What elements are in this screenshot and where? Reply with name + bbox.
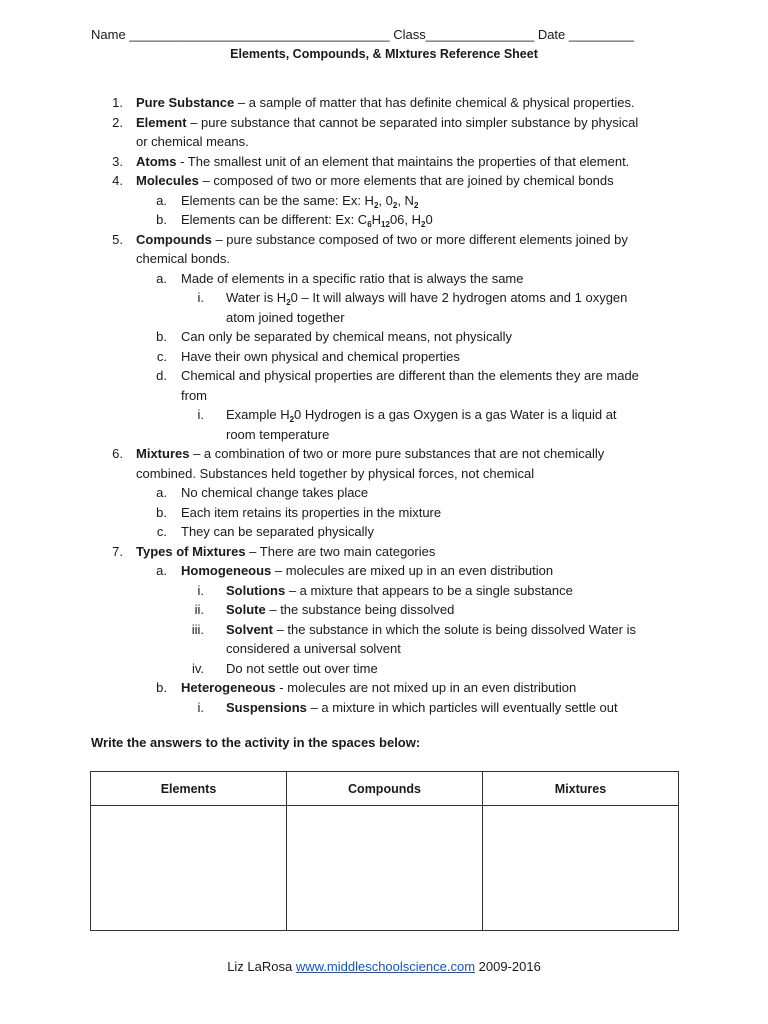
sub-sub-item: i. Water is $H_20$ – It will always will have 2 hydrogen atoms and 1 oxygen <box>0 288 768 308</box>
elements-answer-cell[interactable] <box>91 806 287 931</box>
list-item-continuation <box>0 249 768 269</box>
list-item <box>0 113 768 133</box>
sub-sub-item: ii. Solute – the substance being dissolved <box>0 600 768 620</box>
definition: – a sample of matter that has definite chemical & physical properties. <box>234 95 635 110</box>
list-item <box>0 93 768 113</box>
name-blank: ____________________________________ <box>129 27 390 42</box>
term: Mixtures <box>136 446 190 461</box>
definition: – a combination of two or more pure substances that are not chemically <box>189 446 605 461</box>
sub-item-letter: c. <box>156 348 167 364</box>
roman-numeral: i. <box>197 290 204 305</box>
sub-item-continuation: from <box>181 387 207 403</box>
sub-item: b. Each item retains its properties in the mixture <box>0 503 768 523</box>
item-number: 3. <box>112 153 123 169</box>
sub-item-letter: a. <box>156 192 167 208</box>
definition: combined. Substances held together by physical forces, not chemical <box>136 465 535 481</box>
sub-item: a. Elements can be the same: Ex: $H_2$, $0_2$, $N_2$ <box>0 191 768 211</box>
footer-author: Liz LaRosa <box>227 959 296 974</box>
website-link[interactable]: www.middleschoolscience.com <box>295 959 476 974</box>
definition: or chemical means. <box>136 134 249 149</box>
header-line <box>91 27 681 42</box>
definition: chemical bonds. <box>136 251 230 266</box>
item-number: 4. <box>112 173 123 188</box>
sub-item: d. Chemical and physical properties are different than the elements they are made <box>0 366 768 386</box>
sub-item: a. No chemical change takes place <box>0 483 768 503</box>
item-number: 2. <box>112 114 123 130</box>
compounds-answer-cell[interactable] <box>287 806 483 931</box>
definition: – composed of two or more elements that are joined by chemical bonds <box>198 173 614 188</box>
class-blank: _______________ <box>425 27 535 42</box>
sub-item-letter: d. <box>156 368 167 383</box>
list-item <box>0 152 768 172</box>
sub-sub-item-continuation: considered a universal solvent <box>226 641 401 656</box>
date-label: Date <box>537 27 566 42</box>
page-title: Elements, Compounds, & MIxtures Reference Sheet <box>230 47 538 61</box>
sub-item-letter: c. <box>156 524 167 539</box>
item-number: 6. <box>112 446 123 461</box>
definition: – pure substance that cannot be separated into simpler substance by physical <box>186 114 639 130</box>
column-header-mixtures: Mixtures <box>483 772 679 806</box>
sub-sub-item: i. Example $H_20$ Hydrogen is a gas Oxygen is a gas Water is a liquid at <box>0 405 768 425</box>
sub-sub-item: i. Solutions – a mixture that appears to be a single substance <box>0 581 768 601</box>
sub-item: b. Elements can be different: Ex: $C_6H_{12}06$, $H_20$ <box>0 210 768 230</box>
footer <box>0 959 768 974</box>
term: Compounds <box>136 231 212 247</box>
list-item-continuation <box>0 132 768 152</box>
sub-item: b. Can only be separated by chemical means, not physically <box>0 327 768 347</box>
table-header-row <box>91 772 679 806</box>
sub-sub-item: i. Suspensions – a mixture in which particles will eventually settle out <box>0 698 768 718</box>
mixtures-answer-cell[interactable] <box>483 806 679 931</box>
definition: - The smallest unit of an element that maintains the properties of that element. <box>176 153 630 169</box>
sub-item-letter: a. <box>156 270 167 286</box>
sub-item: a. Homogeneous – molecules are mixed up in an even distribution <box>0 561 768 581</box>
list-item <box>0 171 768 191</box>
list-item-continuation <box>0 464 768 484</box>
sub-sub-item: iv. Do not settle out over time <box>0 659 768 679</box>
roman-numeral: i. <box>197 582 204 598</box>
term: Pure Substance <box>136 95 235 110</box>
term: Atoms <box>136 153 177 169</box>
roman-numeral: i. <box>197 407 204 422</box>
footer-years: 2009-2016 <box>475 959 541 974</box>
sub-item: b. Heterogeneous - molecules are not mixed up in an even distribution <box>0 678 768 698</box>
roman-numeral: ii. <box>194 602 204 617</box>
item-number: 5. <box>112 231 123 247</box>
activity-instruction: Write the answers to the activity in the spaces below: <box>91 735 421 750</box>
column-header-elements: Elements <box>91 772 287 806</box>
table-row <box>91 806 679 931</box>
item-number: 1. <box>112 95 123 110</box>
list-item <box>0 230 768 250</box>
sub-item-letter: b. <box>156 680 167 695</box>
roman-numeral: iv. <box>191 660 204 676</box>
definition: – pure substance composed of two or more different elements joined by <box>211 231 628 247</box>
term: Molecules <box>136 173 199 188</box>
sub-item-letter: b. <box>156 212 167 227</box>
date-blank: _________ <box>568 27 634 42</box>
term: Element <box>136 114 187 130</box>
sub-sub-item-continuation: room temperature <box>226 426 330 442</box>
column-header-compounds: Compounds <box>287 772 483 806</box>
sub-item-letter: b. <box>156 329 167 344</box>
definition: – There are two main categories <box>245 543 436 559</box>
item-number: 7. <box>112 543 123 559</box>
answer-table <box>90 771 679 931</box>
list-item <box>0 444 768 464</box>
sub-item-letter: a. <box>156 563 167 578</box>
sub-item: a. Made of elements in a specific ratio that is always the same <box>0 269 768 289</box>
sub-item: c. Have their own physical and chemical properties <box>0 347 768 367</box>
sub-item: c. They can be separated physically <box>0 522 768 542</box>
sub-sub-item: iii. Solvent – the substance in which the solute is being dissolved Water is <box>0 620 768 640</box>
roman-numeral: iii. <box>191 621 204 637</box>
term: Types of Mixtures <box>136 543 246 559</box>
class-label: Class <box>393 27 426 42</box>
list-item <box>0 542 768 562</box>
sub-sub-item-continuation: atom joined together <box>226 309 345 325</box>
name-label: Name <box>91 27 126 42</box>
sub-item-letter: a. <box>156 485 167 500</box>
roman-numeral: i. <box>197 699 204 715</box>
sub-item-letter: b. <box>156 504 167 520</box>
